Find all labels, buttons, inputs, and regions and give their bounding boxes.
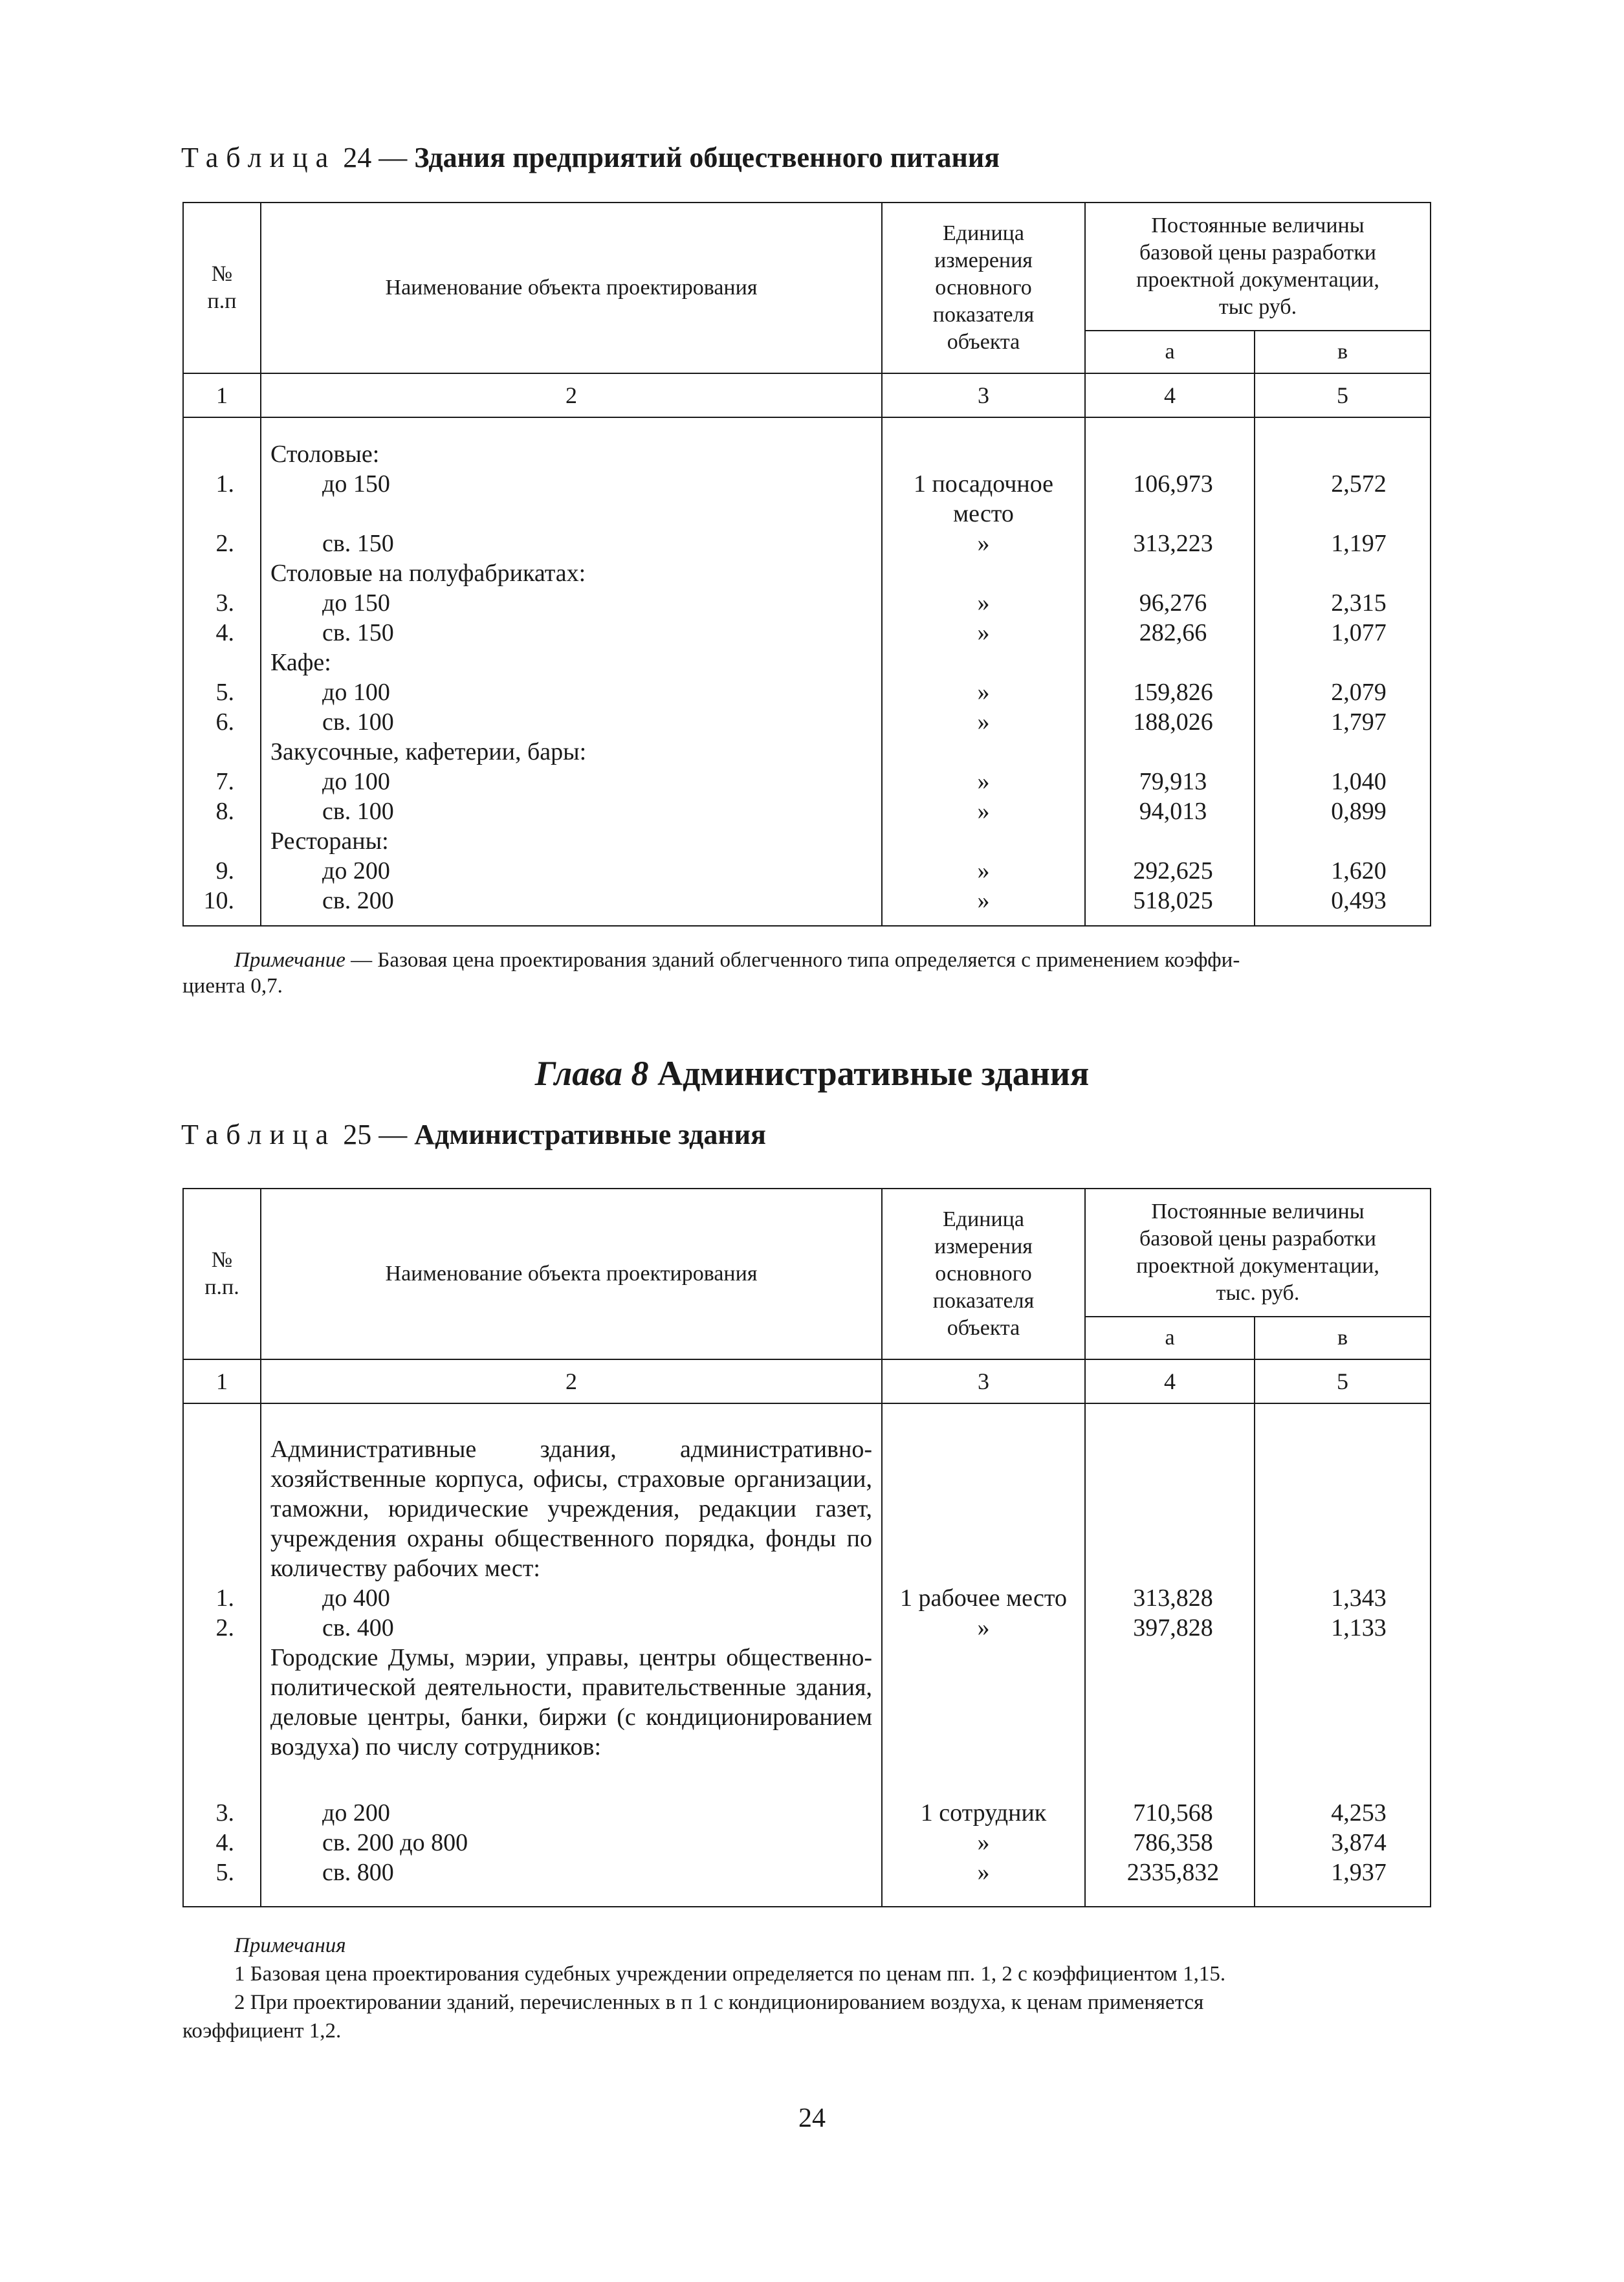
row-number: 8. (215, 798, 234, 825)
table-25-caption-prefix: Таблица (181, 1119, 336, 1150)
row-name: Рестораны: (270, 828, 389, 855)
row-number: 4. (215, 619, 234, 646)
column-number: 3 (882, 373, 1085, 417)
header-constants: Постоянные величины базовой цены разработки проектной документации, тыс руб. (1085, 203, 1431, 331)
row-unit: » (977, 798, 990, 825)
table-25-caption-title: Административные здания (414, 1119, 766, 1150)
header-a: а (1085, 331, 1255, 373)
row-number: 2. (215, 530, 234, 557)
row-value-b: 0,493 (1331, 887, 1387, 914)
row-value-b: 1,197 (1331, 530, 1387, 557)
row-unit: » (977, 1829, 990, 1856)
row-name: до 150 (322, 589, 390, 617)
table-25 (182, 1188, 1431, 1907)
row-value-a (1086, 737, 1254, 767)
row-name: до 200 (322, 1799, 390, 1827)
row-value-a (1086, 648, 1254, 677)
column-numbers-row (183, 373, 1431, 417)
row-value-b (1255, 499, 1430, 529)
row-unit (883, 648, 1084, 677)
num-column (183, 417, 261, 926)
header-num: № п.п. (183, 1189, 261, 1359)
row-value-a: 313,828 (1133, 1585, 1213, 1612)
header-b: в (1255, 331, 1431, 373)
row-value-b (1255, 737, 1430, 767)
header-constants: Постоянные величины базовой цены разработки проектной документации, тыс. руб. (1085, 1189, 1431, 1317)
row-value-b: 1,937 (1331, 1859, 1387, 1886)
row-name: до 100 (322, 768, 390, 795)
row-number (184, 558, 260, 588)
row-value-a: 79,913 (1139, 768, 1207, 795)
value-b-column (1255, 1403, 1431, 1907)
row-unit: » (977, 619, 990, 646)
table-25-body (183, 1403, 1431, 1907)
row-name: св. 800 (322, 1859, 394, 1886)
row-value-b: 1,040 (1331, 768, 1387, 795)
header-name: Наименование объекта проектирования (261, 203, 882, 373)
row-number (184, 826, 260, 856)
table-24 (182, 202, 1431, 927)
row-number: 5. (215, 1859, 234, 1886)
row-value-b (1255, 558, 1430, 588)
row-unit: » (977, 768, 990, 795)
row-value-a: 397,828 (1133, 1614, 1213, 1641)
page-number: 24 (798, 2103, 826, 2133)
row-value-b: 1,620 (1331, 857, 1387, 884)
row-unit: » (977, 530, 990, 557)
row-value-a: 518,025 (1133, 887, 1213, 914)
value-a-column (1085, 1403, 1255, 1907)
column-number: 4 (1085, 1359, 1255, 1403)
row-number: 9. (215, 857, 234, 884)
row-unit (883, 737, 1084, 767)
column-number: 1 (183, 1359, 261, 1403)
row-name: до 200 (322, 857, 390, 884)
table-24-caption-number: 24 — (343, 142, 408, 173)
note-1: 1 Базовая цена проектирования судебных учреждении определяется по ценам пп. 1, 2 с коэффициентом 1,15. (234, 1962, 1226, 1986)
row-name: до 400 (322, 1585, 390, 1612)
row-value-b: 2,315 (1331, 589, 1387, 617)
row-number: 5. (215, 679, 234, 706)
table-25-notes (182, 1931, 1430, 2045)
header-unit: Единица измерения основного показателя объекта (882, 203, 1085, 373)
value-b-column (1255, 417, 1431, 926)
num-column (183, 1403, 261, 1907)
name-column (261, 1403, 882, 1907)
row-value-a: 94,013 (1139, 798, 1207, 825)
row-number: 4. (215, 1829, 234, 1856)
table-24-note (234, 946, 1430, 974)
name-column (261, 417, 882, 926)
row-value-a: 786,358 (1133, 1829, 1213, 1856)
row-value-a: 282,66 (1139, 619, 1207, 646)
row-unit: 1 сотрудник (920, 1799, 1047, 1827)
row-unit: » (977, 679, 990, 706)
table-24-body (183, 417, 1431, 926)
table-24-caption-title: Здания предприятий общественного питания (414, 142, 1000, 173)
row-name: Столовые на полуфабрикатах: (270, 560, 586, 587)
row-value-a: 292,625 (1133, 857, 1213, 884)
row-value-b (1255, 648, 1430, 677)
column-number: 5 (1255, 373, 1431, 417)
row-unit (883, 558, 1084, 588)
row-value-b: 3,874 (1331, 1829, 1387, 1856)
row-value-b: 0,899 (1331, 798, 1387, 825)
row-unit: » (977, 1614, 990, 1641)
table-25-caption (181, 1118, 766, 1151)
column-number: 3 (882, 1359, 1085, 1403)
column-number: 1 (183, 373, 261, 417)
column-number: 5 (1255, 1359, 1431, 1403)
row-number (184, 737, 260, 767)
row-name: св. 100 (322, 798, 394, 825)
row-unit (883, 826, 1084, 856)
row-value-a (1086, 499, 1254, 529)
header-unit: Единица измерения основного показателя объекта (882, 1189, 1085, 1359)
row-unit: » (977, 708, 990, 736)
value-a-column (1085, 417, 1255, 926)
row-value-a: 2335,832 (1126, 1859, 1220, 1886)
column-numbers-row (183, 1359, 1431, 1403)
row-unit: » (977, 1859, 990, 1886)
row-number (184, 439, 260, 469)
note-label: Примечание (234, 949, 346, 972)
row-unit: место (953, 500, 1014, 527)
note-2: 2 При проектировании зданий, перечисленных в п 1 с кондиционированием воздуха, к ценам применяется (234, 1991, 1204, 2014)
row-name: св. 400 (322, 1614, 394, 1641)
table-24-caption-prefix: Таблица (181, 142, 336, 173)
note-2-continuation: коэффициент 1,2. (182, 2019, 342, 2043)
row-value-a (1086, 558, 1254, 588)
row-unit: » (977, 589, 990, 617)
row-name: св. 200 (322, 887, 394, 914)
row-value-a: 710,568 (1133, 1799, 1213, 1827)
row-value-b (1255, 826, 1430, 856)
row-value-a (1086, 439, 1254, 469)
header-b: в (1255, 1317, 1431, 1359)
row-value-b: 1,797 (1331, 708, 1387, 736)
row-value-b: 1,133 (1331, 1614, 1387, 1641)
row-name: св. 150 (322, 530, 394, 557)
row-number: 1. (215, 1585, 234, 1612)
column-number: 2 (261, 373, 882, 417)
header-a: а (1085, 1317, 1255, 1359)
row-value-b: 4,253 (1331, 1799, 1387, 1827)
row-number: 3. (215, 589, 234, 617)
row-name: до 150 (322, 470, 390, 498)
row-number: 3. (215, 1799, 234, 1827)
chapter-heading (0, 1053, 1624, 1093)
row-name: Столовые: (270, 441, 380, 468)
row-number: 10. (203, 887, 234, 914)
row-name: Кафе: (270, 649, 331, 676)
row-unit: » (977, 857, 990, 884)
unit-column (882, 417, 1085, 926)
row-value-a: 188,026 (1133, 708, 1213, 736)
row-value-a: 96,276 (1139, 589, 1207, 617)
row-unit: 1 посадочное (913, 470, 1054, 498)
row-unit: » (977, 887, 990, 914)
row-value-a (1086, 826, 1254, 856)
row-number: 6. (215, 708, 234, 736)
row-value-b: 1,343 (1331, 1585, 1387, 1612)
row-value-b: 2,572 (1331, 470, 1387, 498)
row-name: Закусочные, кафетерии, бары: (270, 738, 587, 765)
row-value-a: 313,223 (1133, 530, 1213, 557)
row-value-a: 106,973 (1133, 470, 1213, 498)
row-name: до 100 (322, 679, 390, 706)
header-num: № п.п (183, 203, 261, 373)
row-number: 1. (215, 470, 234, 498)
group-description: Городские Думы, мэрии, управы, центры общественно-политической деятельности, правительственные здания, деловые центры, банки, биржи (с кондиционированием воздуха) по числу сотрудников: (270, 1644, 872, 1761)
row-number (184, 499, 260, 529)
row-number: 2. (215, 1614, 234, 1641)
row-unit: 1 рабочее место (900, 1585, 1067, 1612)
column-number: 4 (1085, 373, 1255, 417)
table-25-caption-number: 25 — (343, 1119, 408, 1150)
row-number: 7. (215, 768, 234, 795)
row-value-b: 1,077 (1331, 619, 1387, 646)
row-value-b: 2,079 (1331, 679, 1387, 706)
row-name: св. 150 (322, 619, 394, 646)
column-number: 2 (261, 1359, 882, 1403)
table-24-caption (181, 141, 1000, 174)
chapter-label: Глава 8 (534, 1054, 649, 1093)
chapter-title: Административные здания (648, 1054, 1090, 1093)
row-value-b (1255, 439, 1430, 469)
table-24-note-continuation: циента 0,7. (182, 974, 283, 998)
row-name (261, 499, 881, 529)
header-name: Наименование объекта проектирования (261, 1189, 882, 1359)
note-text: — Базовая цена проектирования зданий облегченного типа определяется с применением коэффи- (345, 949, 1240, 972)
row-name: св. 100 (322, 708, 394, 736)
row-number (184, 648, 260, 677)
row-unit (883, 439, 1084, 469)
unit-column (882, 1403, 1085, 1907)
row-name: св. 200 до 800 (322, 1829, 468, 1856)
group-description: Административные здания, административно-хозяйственные корпуса, офисы, страховые организации, таможни, юридические учреждения, редакции газет, учреждения охраны общественного порядка, фонды по количеству рабочих мест: (270, 1436, 872, 1582)
row-value-a: 159,826 (1133, 679, 1213, 706)
notes-title: Примечания (234, 1934, 346, 1957)
